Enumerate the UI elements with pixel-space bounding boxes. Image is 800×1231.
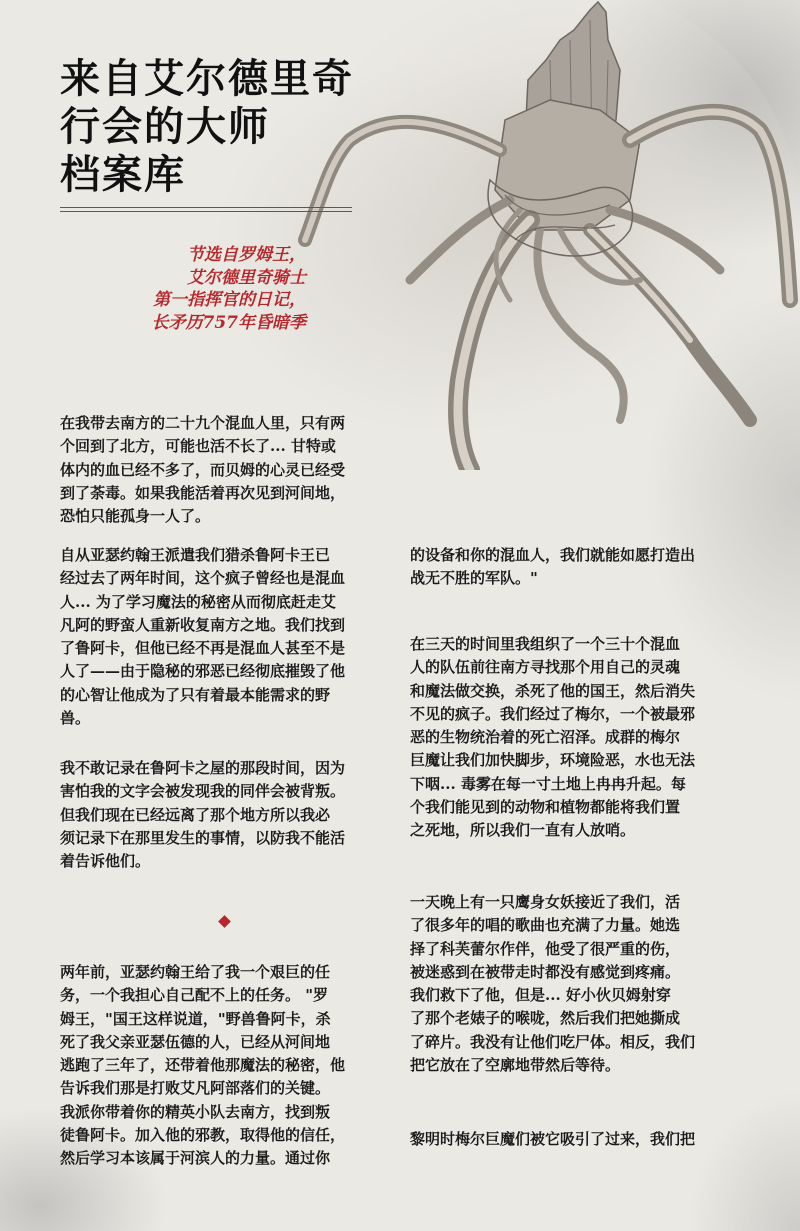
text-line: 然后学习本该属于河滨人的力量。通过你	[60, 1149, 331, 1168]
text-line: 战无不胜的军队。"	[410, 569, 538, 588]
text-line: 凡阿的野蛮人重新收复南方之地。我们找到	[60, 615, 346, 634]
left-paragraph-1	[60, 544, 345, 730]
title-line: 来自艾尔德里奇	[60, 56, 354, 102]
text-line: 人... 为了学习魔法的秘密从而彻底赶走艾	[60, 592, 336, 611]
text-line: 但我们现在已经远离了那个地方所以我必	[60, 805, 331, 824]
text-line: 巨魔让我们加快脚步，环境险恶，水也无法	[410, 751, 696, 770]
text-line: 了很多年的唱的歌曲也充满了力量。她选	[410, 916, 681, 935]
text-line: 须记录下在那里发生的事情，以防我不能活	[60, 828, 346, 847]
intro-paragraph	[60, 412, 345, 528]
text-line: 择了科芙蕾尔作伴，他受了很严重的伤，	[410, 939, 681, 958]
subtitle	[66, 244, 306, 334]
castle-tree-illustration	[290, 0, 800, 470]
text-line: 个我们能见到的动物和植物都能将我们置	[410, 798, 681, 817]
subtitle-line: 长矛历757年昏暗季	[151, 312, 306, 333]
text-line: 黎明时梅尔巨魔们被它吸引了过来，我们把	[410, 1130, 696, 1148]
text-line: 和魔法做交换，杀死了他的国王，然后消失	[410, 681, 696, 700]
text-line: 害怕我的文字会被发现我的同伴会被背叛。	[60, 782, 346, 801]
subtitle-line: 艾尔德里奇骑士	[187, 267, 306, 288]
left-paragraph-3	[60, 961, 345, 1171]
text-line: 务，一个我担心自己配不上的任务。 "罗	[60, 986, 329, 1005]
text-line: 兽。	[60, 709, 91, 728]
right-paragraph-4	[410, 1128, 695, 1151]
subtitle-line: 节选自罗姆王，	[187, 245, 306, 265]
text-line: 着告诉他们。	[60, 852, 151, 871]
text-line: 到了荼毒。如果我能活着再次见到河间地，	[60, 483, 346, 502]
text-line: 我不敢记录在鲁阿卡之屋的那段时间，因为	[60, 759, 346, 777]
text-line: 的心智让他成为了只有着最本能需求的野	[60, 685, 331, 704]
text-line: 不见的疯子。我们经过了梅尔，一个被最邪	[410, 704, 696, 723]
text-line: 在三天的时间里我组织了一个三十个混血	[410, 635, 681, 653]
right-paragraph-2	[410, 633, 695, 843]
text-line: 了碎片。我没有让他们吃尸体。相反，我们	[410, 1032, 696, 1051]
text-line: 死了我父亲亚瑟伍德的人，已经从河间地	[60, 1032, 331, 1051]
text-line: 被迷惑到在被带走时都没有感觉到疼痛。	[410, 962, 681, 981]
text-line: 人的队伍前往南方寻找那个用自己的灵魂	[410, 658, 681, 677]
text-line: 告诉我们那是打败艾凡阿部落们的关键。	[60, 1079, 331, 1098]
text-line: 自从亚瑟约翰王派遣我们猎杀鲁阿卡王已	[60, 546, 331, 564]
text-line: 徒鲁阿卡。加入他的邪教，取得他的信任，	[60, 1126, 346, 1145]
text-line: 之死地，所以我们一直有人放哨。	[410, 821, 636, 840]
page-title	[60, 55, 360, 199]
text-line: 了那个老婊子的喉咙，然后我们把她撕成	[410, 1009, 681, 1028]
text-line: 体内的血已经不多了，而贝姆的心灵已经受	[60, 460, 346, 479]
text-line: 逃跑了三年了，还带着他那魔法的秘密，他	[60, 1056, 346, 1075]
text-line: 人了——由于隐秘的邪恶已经彻底摧毁了他	[60, 662, 346, 681]
text-line: 恐怕只能孤身一人了。	[60, 507, 211, 526]
right-paragraph-1	[410, 544, 695, 591]
subtitle-line: 第一指挥官的日记，	[153, 290, 306, 310]
text-line: 两年前，亚瑟约翰王给了我一个艰巨的任	[60, 963, 331, 981]
text-line: 经过去了两年时间，这个疯子曾经也是混血	[60, 569, 346, 588]
text-line: 姆王，"国王这样说道，"野兽鲁阿卡，杀	[60, 1009, 331, 1028]
text-line: 个回到了北方，可能也活不长了... 甘特或	[60, 437, 336, 456]
text-line: 在我带去南方的二十九个混血人里，只有两	[60, 414, 346, 432]
text-line: 了鲁阿卡，但他已经不再是混血人甚至不是	[60, 639, 346, 658]
left-paragraph-2	[60, 757, 345, 873]
title-line: 行会的大师	[60, 104, 270, 150]
text-line: 的设备和你的混血人，我们就能如愿打造出	[410, 546, 696, 564]
text-line: 我们救下了他，但是... 好小伙贝姆射穿	[410, 986, 671, 1005]
right-paragraph-3	[410, 891, 695, 1077]
title-line: 档案库	[60, 152, 186, 198]
text-line: 把它放在了空廓地带然后等待。	[410, 1056, 621, 1075]
text-line: 下咽... 毒雾在每一寸土地上冉冉升起。每	[410, 774, 686, 793]
text-line: 恶的生物统治着的死亡沼泽。成群的梅尔	[410, 728, 681, 747]
text-line: 我派你带着你的精英小队去南方，找到叛	[60, 1102, 331, 1121]
title-divider	[60, 207, 352, 213]
text-line: 一天晚上有一只鹰身女妖接近了我们，活	[410, 893, 681, 911]
